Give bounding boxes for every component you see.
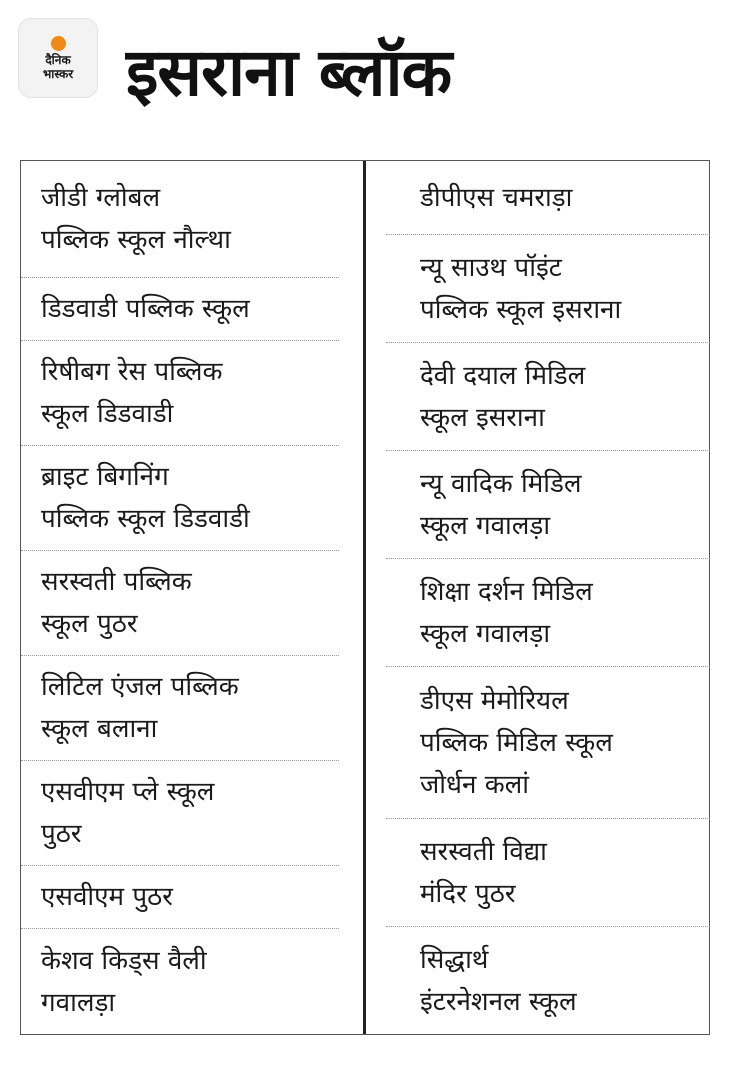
list-item: रिषीबग रेस पब्लिक स्कूल डिडवाडी <box>41 357 223 429</box>
list-item: सिद्धार्थ इंटरनेशनल स्कूल <box>419 944 577 1017</box>
list-item: एसवीएम पुठर <box>41 882 173 912</box>
dainik-bhaskar-logo <box>19 19 97 97</box>
list-item: जीडी ग्लोबल पब्लिक स्कूल नौल्था <box>41 183 231 255</box>
list-item: न्यू वादिक मिडिल स्कूल गवालड़ा <box>419 468 582 541</box>
list-item: डिडवाडी पब्लिक स्कूल <box>41 294 250 324</box>
list-item: सरस्वती विद्या मंदिर पुठर <box>419 836 547 909</box>
right-column <box>366 161 709 1034</box>
header <box>0 0 730 140</box>
list-item: एसवीएम प्ले स्कूल पुठर <box>41 777 215 849</box>
sun-icon <box>51 36 66 51</box>
list-item: लिटिल एंजल पब्लिक स्कूल बलाना <box>41 672 239 744</box>
list-item: केशव किड्स वैली गवालड़ा <box>41 945 207 1018</box>
list-item: शिक्षा दर्शन मिडिल स्कूल गवालड़ा <box>419 576 593 649</box>
list-item: सरस्वती पब्लिक स्कूल पुठर <box>41 567 192 639</box>
page-title: इसराना ब्लॉक <box>126 34 452 111</box>
schools-table <box>20 160 710 1035</box>
logo-text-line-1: दैनिक <box>45 52 71 67</box>
list-item: डीएस मेमोरियल पब्लिक मिडिल स्कूल जोर्धन कलां <box>419 685 613 800</box>
logo-text-line-2: भास्कर <box>42 66 74 81</box>
list-item: डीपीएस चमराड़ा <box>419 182 573 213</box>
list-item: देवी दयाल मिडिल स्कूल इसराना <box>419 360 586 433</box>
list-item: ब्राइट बिगनिंग पब्लिक स्कूल डिडवाडी <box>41 462 250 534</box>
left-column <box>21 161 363 1034</box>
list-item: न्यू साउथ पॉइंट पब्लिक स्कूल इसराना <box>419 252 622 325</box>
